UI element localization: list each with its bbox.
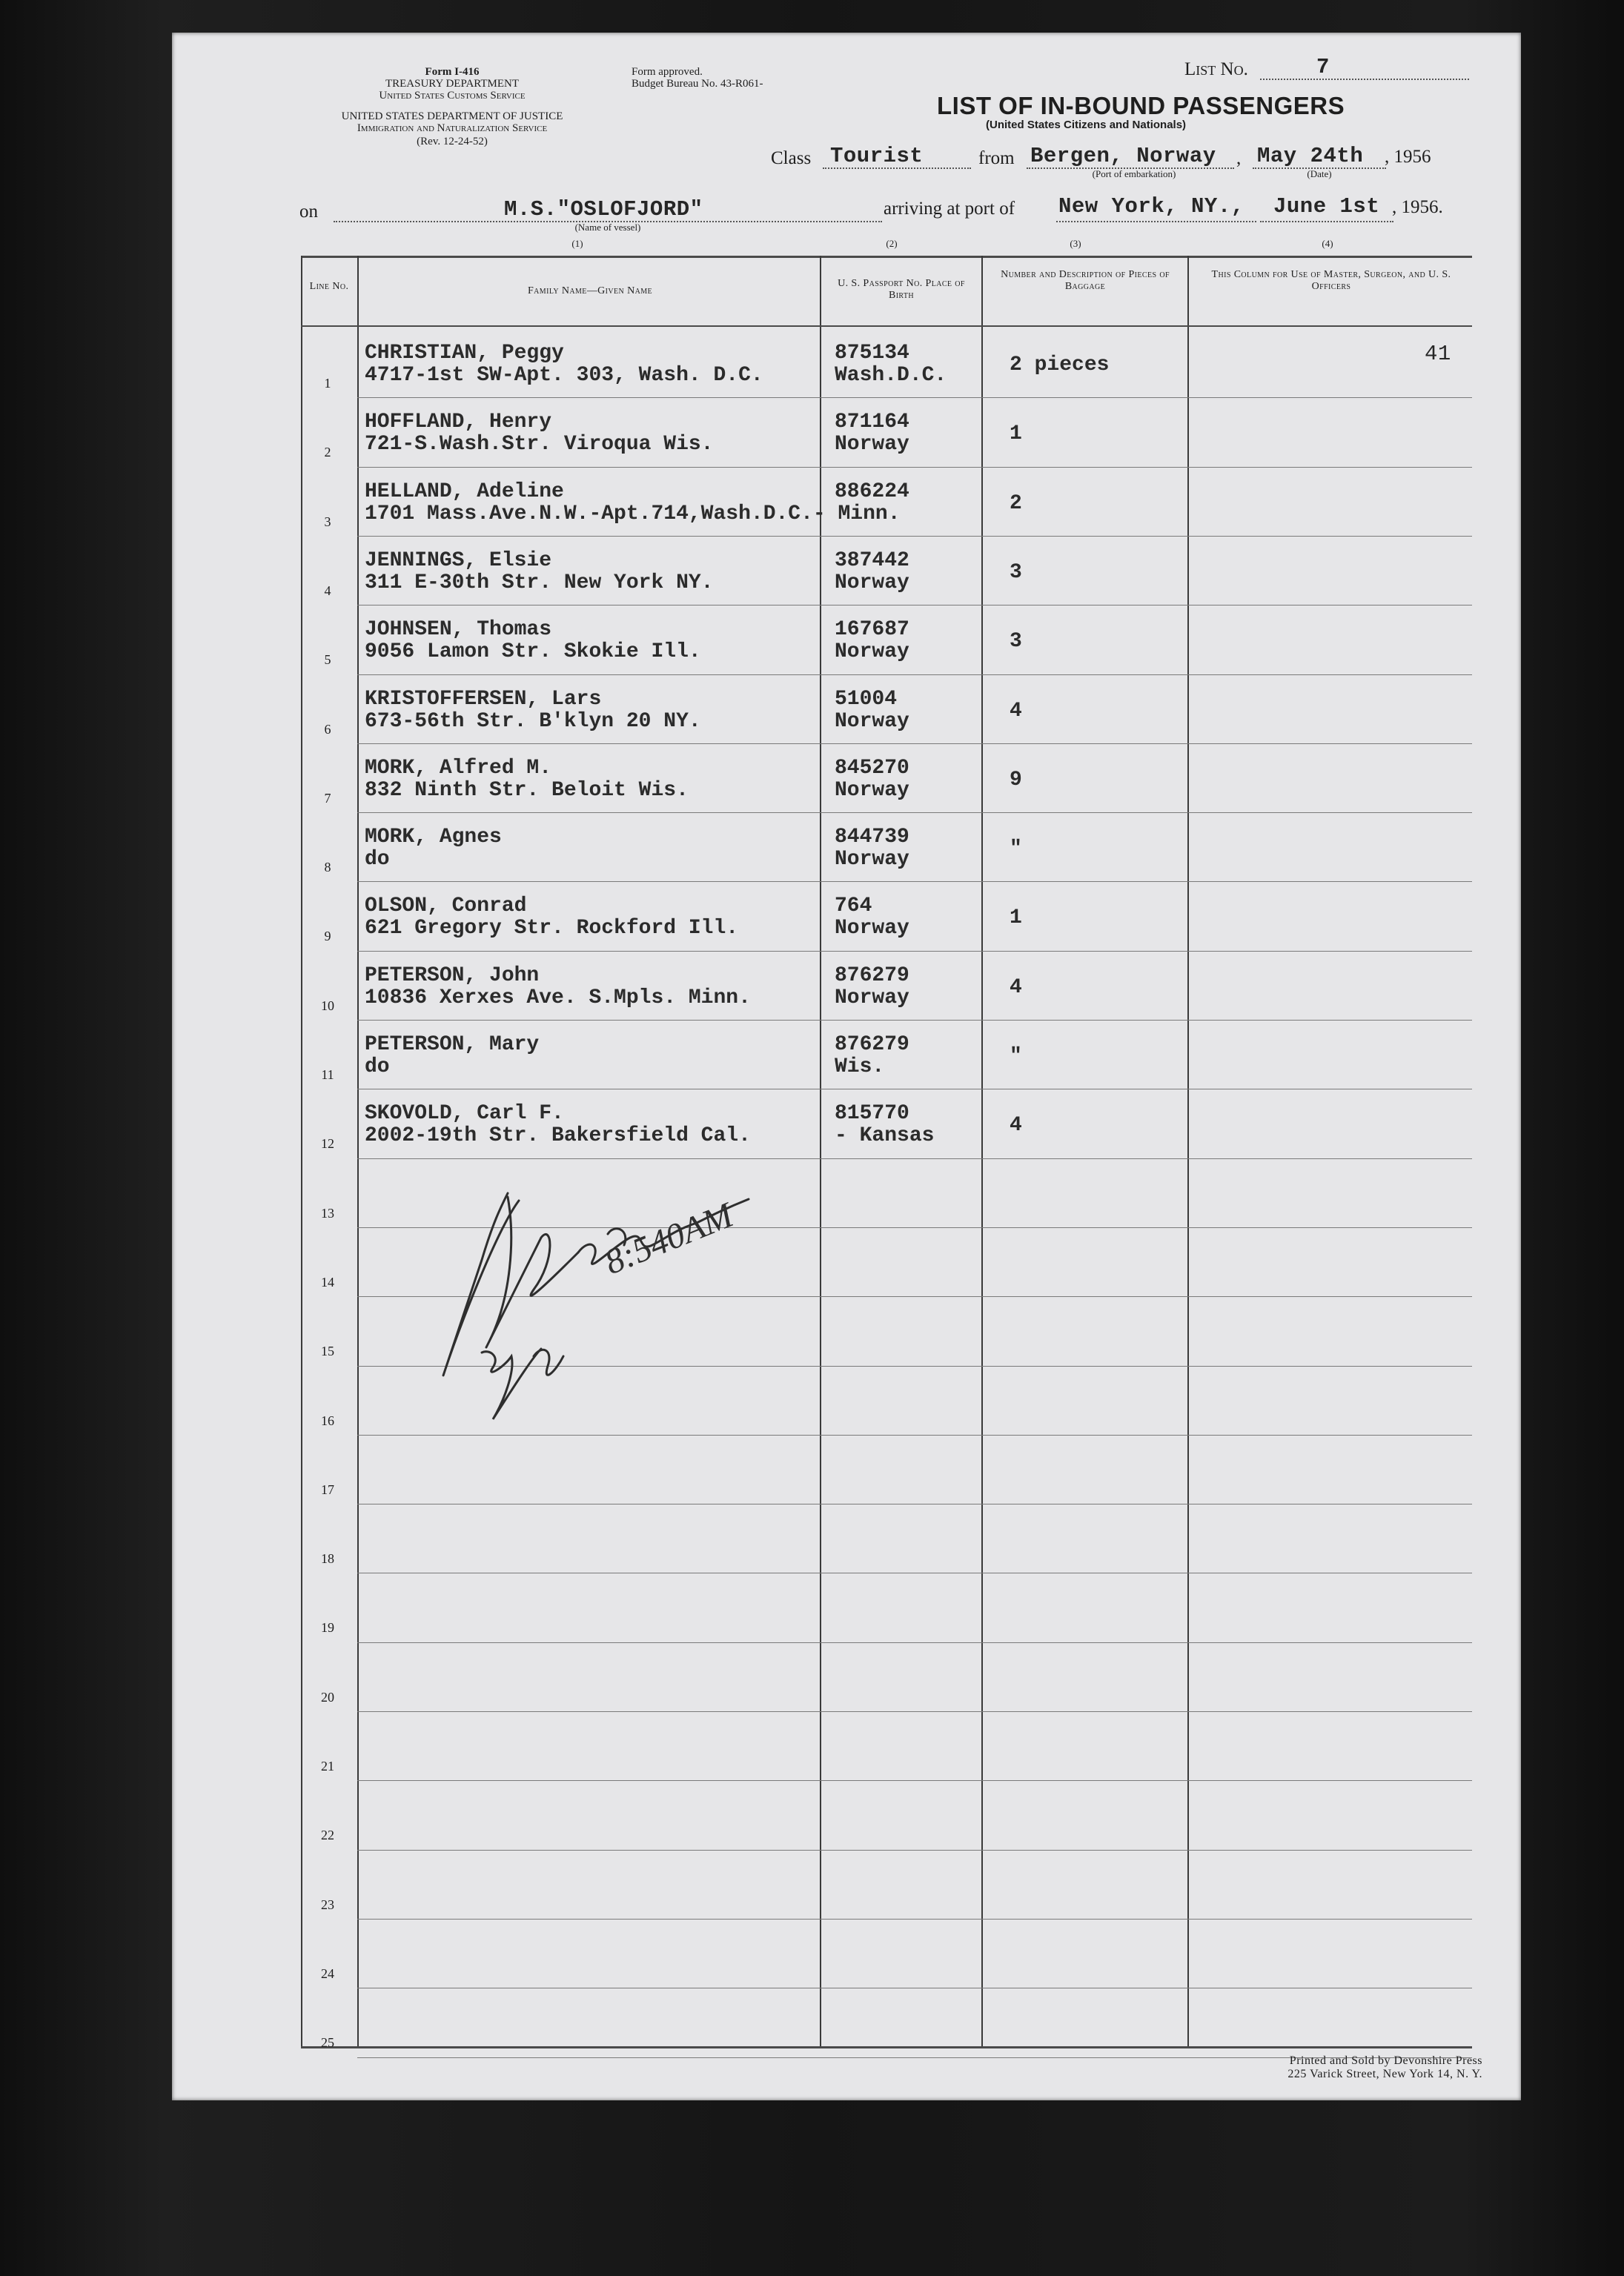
passenger-name: OLSON, Conrad	[365, 895, 527, 918]
passport-number: 844739	[835, 826, 909, 849]
baggage-count: 1	[1010, 906, 1022, 929]
printer-line-1: Printed and Sold by Devonshire Press	[1289, 2054, 1482, 2067]
place-of-birth: Norway	[835, 710, 909, 733]
line-number: 8	[324, 860, 331, 875]
line-number: 21	[321, 1759, 334, 1774]
line-number: 9	[324, 929, 331, 943]
budget-bureau: Budget Bureau No. 43-R061-	[632, 78, 763, 90]
class-label: Class	[771, 148, 812, 168]
table-bottom-rule	[301, 2046, 1472, 2048]
line-number: 16	[321, 1413, 334, 1428]
officer-note: 41	[1425, 342, 1451, 366]
arriving-label: arriving at port of	[884, 199, 1015, 219]
class-value: Tourist	[830, 144, 924, 168]
passenger-name: PETERSON, John	[365, 964, 540, 987]
vessel-name: M.S."OSLOFJORD"	[504, 197, 703, 222]
header-bottom-rule	[301, 325, 1472, 327]
row-rule	[357, 397, 1472, 398]
line-number: 20	[321, 1690, 334, 1705]
row-rule	[357, 536, 1472, 537]
place-of-birth: Norway	[835, 986, 909, 1009]
row-rule	[357, 1780, 1472, 1781]
row-rule	[357, 467, 1472, 468]
row-rule	[357, 812, 1472, 813]
row-rule	[357, 674, 1472, 675]
passenger-name: MORK, Alfred M.	[365, 757, 552, 780]
row-rule	[357, 1919, 1472, 1920]
col-header-passport: U. S. Passport No. Place of Birth	[838, 278, 965, 302]
treasury-dept: TREASURY DEPARTMENT	[385, 78, 520, 90]
passport-number: 167687	[835, 618, 909, 641]
passport-number: 845270	[835, 757, 909, 780]
ins-service: Immigration and Naturalization Service	[357, 122, 548, 134]
passenger-name: HELLAND, Adeline	[365, 480, 564, 503]
line-number: 22	[321, 1828, 334, 1842]
row-rule	[357, 1435, 1472, 1436]
justice-dept: UNITED STATES DEPARTMENT OF JUSTICE	[341, 110, 563, 122]
form-revision: (Rev. 12-24-52)	[417, 136, 488, 147]
column-caption: (3)	[1070, 238, 1081, 249]
arrival-date-line	[1260, 221, 1393, 222]
col-header-name: Family Name—Given Name	[527, 285, 652, 296]
passenger-address: 2002-19th Str. Bakersfield Cal.	[365, 1124, 751, 1147]
row-rule	[357, 951, 1472, 952]
printer-line-2: 225 Varick Street, New York 14, N. Y.	[1287, 2067, 1482, 2080]
embarkation-date: May 24th	[1257, 144, 1364, 168]
passenger-name: KRISTOFFERSEN, Lars	[365, 688, 602, 711]
line-number: 3	[324, 514, 331, 529]
passenger-address: 10836 Xerxes Ave. S.Mpls. Minn.	[365, 986, 751, 1009]
col-header-line-no: Line No.	[309, 281, 349, 292]
list-no-line	[1260, 79, 1469, 80]
year-arrival: , 1956.	[1392, 197, 1443, 217]
column-caption: (1)	[571, 238, 583, 249]
col-rule-line	[357, 256, 359, 2048]
baggage-count: "	[1010, 1045, 1022, 1068]
port-of-embarkation: Bergen, Norway	[1030, 144, 1216, 168]
line-number: 4	[324, 583, 331, 598]
on-label: on	[299, 202, 318, 222]
line-number: 7	[324, 791, 331, 806]
place-of-birth: Norway	[835, 433, 909, 456]
printer-imprint	[1112, 2054, 1482, 2080]
baggage-count: 4	[1010, 1114, 1022, 1137]
passport-number: 875134	[835, 342, 909, 365]
line-number: 19	[321, 1620, 334, 1635]
line-number: 6	[324, 722, 331, 737]
line-number: 17	[321, 1482, 334, 1497]
embarkation-caption: (Port of embarkation)	[1092, 168, 1176, 179]
passenger-name: PETERSON, Mary	[365, 1033, 540, 1056]
place-of-birth: Wash.D.C.	[835, 364, 947, 387]
passenger-name: JOHNSEN, Thomas	[365, 618, 552, 641]
column-caption: (4)	[1322, 238, 1333, 249]
place-of-birth: Norway	[835, 917, 909, 940]
passenger-address: 9056 Lamon Str. Skokie Ill.	[365, 640, 701, 663]
passport-number: 876279	[835, 1033, 909, 1056]
vessel-caption: (Name of vessel)	[574, 222, 641, 233]
passport-number: 871164	[835, 411, 909, 434]
row-rule	[357, 1850, 1472, 1851]
passenger-address: 1701 Mass.Ave.N.W.-Apt.714,Wash.D.C.- Minn.	[365, 502, 901, 525]
line-number: 13	[321, 1206, 334, 1221]
passport-number: 876279	[835, 964, 909, 987]
passenger-address: 311 E-30th Str. New York NY.	[365, 571, 714, 594]
baggage-count: 3	[1010, 630, 1022, 653]
passport-number: 886224	[835, 480, 909, 503]
line-number: 11	[321, 1067, 334, 1082]
year-embarkation: , 1956	[1385, 147, 1431, 167]
line-number: 1	[324, 376, 331, 391]
passenger-address: do	[365, 1055, 390, 1078]
place-of-birth: Norway	[835, 571, 909, 594]
line-number: 2	[324, 445, 331, 459]
passport-number: 764	[835, 895, 872, 918]
list-no-label: List No.	[1184, 59, 1248, 79]
line-number: 10	[321, 998, 334, 1013]
passport-number: 387442	[835, 549, 909, 572]
form-title: LIST OF IN-BOUND PASSENGERS	[937, 92, 1345, 119]
place-of-birth: Norway	[835, 779, 909, 802]
passport-number: 815770	[835, 1102, 909, 1125]
baggage-count: "	[1010, 837, 1022, 860]
col-rule-baggage	[1187, 256, 1189, 2048]
passenger-address: 621 Gregory Str. Rockford Ill.	[365, 917, 739, 940]
row-rule	[357, 1642, 1472, 1643]
line-number: 25	[321, 2035, 334, 2050]
comma-sep: ,	[1236, 148, 1242, 168]
passenger-name: MORK, Agnes	[365, 826, 502, 849]
place-of-birth: Norway	[835, 848, 909, 871]
baggage-count: 3	[1010, 561, 1022, 584]
passenger-address: 673-56th Str. B'klyn 20 NY.	[365, 710, 701, 733]
passenger-address: 721-S.Wash.Str. Viroqua Wis.	[365, 433, 714, 456]
line-number: 12	[321, 1136, 334, 1151]
form-subtitle: (United States Citizens and Nationals)	[986, 119, 1187, 131]
inspector-signature	[430, 1178, 830, 1430]
form-number: Form I-416	[425, 66, 480, 78]
col-header-baggage: Number and Description of Pieces of Baggage	[1001, 269, 1170, 293]
row-rule	[357, 743, 1472, 744]
place-of-birth: - Kansas	[835, 1124, 935, 1147]
table-left-rule	[301, 256, 302, 2048]
baggage-count: 2	[1010, 492, 1022, 515]
passenger-name: HOFFLAND, Henry	[365, 411, 552, 434]
port-of-arrival: New York, NY.,	[1058, 194, 1244, 219]
signature-time: 8:540AM	[599, 1195, 739, 1283]
baggage-count: 2 pieces	[1010, 354, 1110, 376]
passenger-table	[301, 256, 1481, 2048]
place-of-birth: Wis.	[835, 1055, 885, 1078]
col-header-officers: This Column for Use of Master, Surgeon, and U. S. Officers	[1211, 269, 1451, 293]
line-number: 18	[321, 1551, 334, 1566]
col-rule-passport	[981, 256, 983, 2048]
table-top-rule	[301, 256, 1472, 258]
passport-number: 51004	[835, 688, 898, 711]
passenger-name: JENNINGS, Elsie	[365, 549, 552, 572]
row-rule	[357, 1158, 1472, 1159]
row-rule	[357, 1020, 1472, 1021]
row-rule	[357, 1711, 1472, 1712]
from-label: from	[978, 148, 1015, 168]
place-of-birth: Norway	[835, 640, 909, 663]
column-caption: (2)	[886, 238, 898, 249]
baggage-count: 4	[1010, 700, 1022, 723]
line-number: 14	[321, 1275, 334, 1290]
line-number: 15	[321, 1344, 334, 1358]
baggage-count: 1	[1010, 422, 1022, 445]
baggage-count: 9	[1010, 769, 1022, 792]
passenger-address: 4717-1st SW-Apt. 303, Wash. D.C.	[365, 364, 763, 387]
line-number: 24	[321, 1966, 334, 1981]
customs-service: United States Customs Service	[379, 90, 526, 102]
line-number: 23	[321, 1897, 334, 1912]
passenger-name: CHRISTIAN, Peggy	[365, 342, 564, 365]
passenger-address: do	[365, 848, 390, 871]
port-line	[1056, 221, 1256, 222]
form-approved: Form approved.	[632, 66, 703, 78]
list-no-value: 7	[1316, 55, 1330, 79]
row-rule	[357, 605, 1472, 606]
arrival-date: June 1st	[1273, 194, 1380, 219]
baggage-count: 4	[1010, 976, 1022, 999]
date-caption: (Date)	[1307, 168, 1332, 179]
line-number: 5	[324, 652, 331, 667]
passenger-name: SKOVOLD, Carl F.	[365, 1102, 564, 1125]
passenger-address: 832 Ninth Str. Beloit Wis.	[365, 779, 689, 802]
row-rule	[357, 881, 1472, 882]
